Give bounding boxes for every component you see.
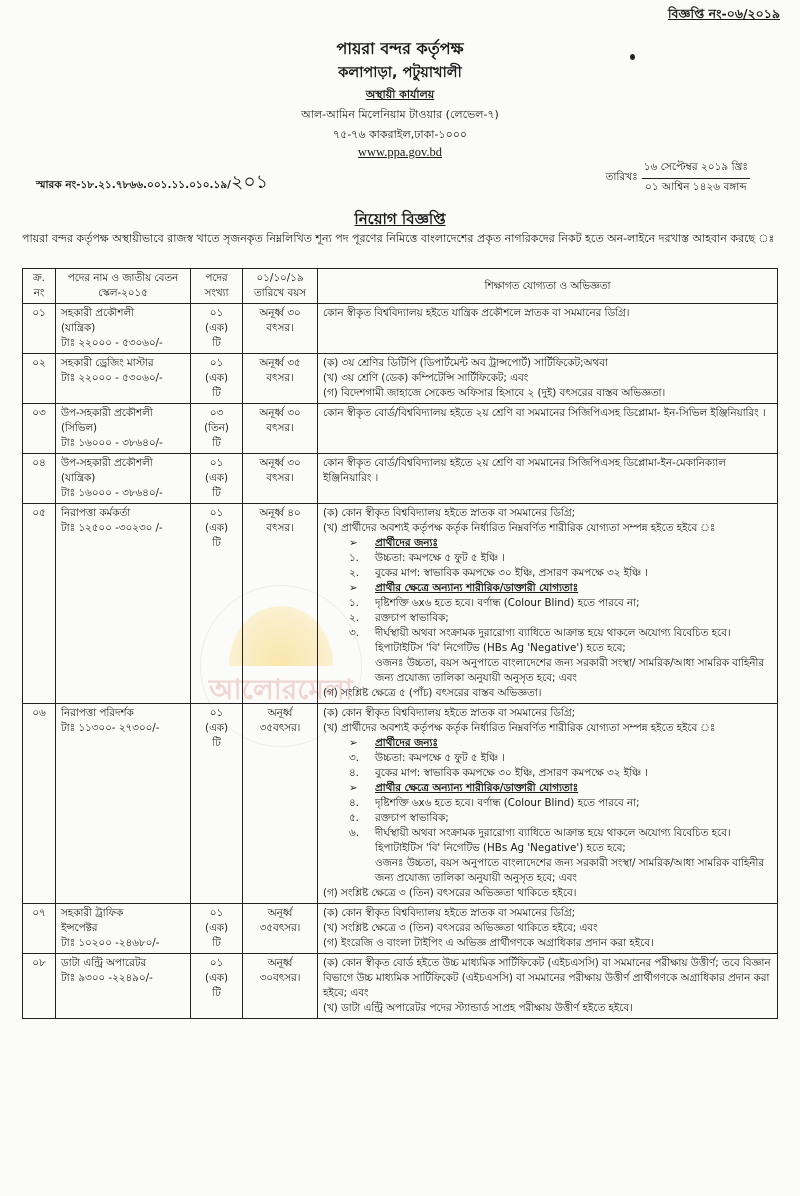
post-name: সহকারী ড্রেজিং মাস্টার xyxy=(61,357,154,369)
count-cell xyxy=(191,454,243,504)
qualification-cell xyxy=(318,904,778,954)
serial-cell: ০১ xyxy=(23,304,56,354)
website-link[interactable]: www.ppa.gov.bd xyxy=(357,145,443,159)
requirement-a: (ক) কোন স্বীকৃত বিশ্ববিদ্যালয় হইতে স্নাতক বা সমমানের ডিগ্রি; xyxy=(323,507,576,519)
post-cell xyxy=(56,504,191,704)
pay-scale: টাঃ ১৬০০০ - ৩৮৬৪০/- xyxy=(61,437,163,449)
height-requirement: উচ্চতা: কমপক্ষে ৫ ফুট ৫ ইঞ্চি । xyxy=(375,752,505,764)
post-cell xyxy=(56,404,191,454)
requirement-b: (খ) প্রার্থীদের অবশ্যই কর্তৃপক্ষ কর্তৃক নির্ধারিত নিম্নবর্ণিত শারীরিক যোগ্যতা সম্পন্ন হইতে হইবে ঃ xyxy=(323,722,716,734)
post-branch: (যান্ত্রিক) xyxy=(61,322,96,334)
arrow-bullet-icon: ➢ xyxy=(349,537,358,549)
post-cell xyxy=(56,954,191,1019)
item-number: ২. xyxy=(349,612,359,624)
requirement-c: (গ) সংশ্লিষ্ট ক্ষেত্রে ৫ (পাঁচ) বৎসরের বাস্তব অভিজ্ঞতা। xyxy=(323,687,542,699)
requirement-line: (খ) ৩য় শ্রেণি (ডেক) কম্পিটেন্সি সার্টিফিকেট; এবং xyxy=(323,372,529,384)
item-number: ৩. xyxy=(349,752,359,764)
age-cell xyxy=(243,304,318,354)
serial-cell: ০৩ xyxy=(23,404,56,454)
table-row xyxy=(23,304,778,354)
serial-cell: ০৫ xyxy=(23,504,56,704)
qualification-cell xyxy=(318,504,778,704)
count-cell xyxy=(191,504,243,704)
requirement-line: (গ) বিদেশগামী জাহাজে সেকেন্ড অফিসার হিসাবে ২ (দুই) বৎসরের বাস্তব অভিজ্ঞতা। xyxy=(323,387,666,399)
age-limit: অনূর্ধ্ব ৩০ xyxy=(259,407,301,419)
serial-cell: ০৬ xyxy=(23,704,56,904)
post-count-unit: টি xyxy=(212,537,221,549)
serial-cell: ০৪ xyxy=(23,454,56,504)
post-name: সহকারী ট্রাফিক xyxy=(61,907,124,919)
header-post-name: পদের নাম ও জাতীয় বেতন স্কেল-২০১৫ xyxy=(56,269,191,304)
requirement-line: কোন স্বীকৃত বোর্ড/বিশ্ববিদ্যালয় হইতে ২য় শ্রেণি বা সমমানের সিজিপিএসহ ডিপ্লোমা- ইন-সিভিল ইঞ্জিনিয়ারিং । xyxy=(323,407,766,419)
post-count-word: (তিন) xyxy=(204,422,229,434)
post-cell xyxy=(56,904,191,954)
memo-number xyxy=(36,168,268,200)
age-unit: ৩০বৎসর। xyxy=(259,972,301,984)
header-serial: ক্র. নং xyxy=(23,269,56,304)
post-cell xyxy=(56,704,191,904)
age-limit: অনূর্ধ্ব ৩০ xyxy=(259,307,301,319)
pay-scale: টাঃ ১০২০০ -২৪৬৮০/- xyxy=(61,937,160,949)
post-cell xyxy=(56,304,191,354)
pay-scale: টাঃ ২২০০০ - ৫৩০৬০/- xyxy=(61,372,163,384)
post-count: ০১ xyxy=(209,707,224,719)
blood-pressure-requirement: রক্তচাপ স্বাভাবিক; xyxy=(375,612,449,624)
post-count: ০১ xyxy=(209,507,224,519)
eyesight-requirement: দৃষ্টিশক্তি ৬x৬ হতে হবে। বর্ণান্ধ (Colour Blind) হতে পারবে না; xyxy=(375,597,640,609)
post-count-word: (এক) xyxy=(204,322,229,334)
item-number: ৩. xyxy=(349,627,359,639)
post-count: ০১ xyxy=(209,907,224,919)
medical-subheading: প্রার্থীর ক্ষেত্রে অন্যান্য শারীরিক/ডাক্তারী যোগ্যতাঃ xyxy=(375,782,579,794)
post-count-unit: টি xyxy=(212,487,221,499)
pay-scale: টাঃ ৯৩০০ -২২৪৯০/- xyxy=(61,972,153,984)
table-row xyxy=(23,954,778,1019)
serial-cell: ০৭ xyxy=(23,904,56,954)
qualification-cell xyxy=(318,704,778,904)
disease-requirement: দীর্ঘস্থায়ী অথবা সংক্রামক দুরারোগ্য ব্যাধিতে আক্রান্ত হয়ে থাকলে অযোগ্য বিবেচিত হবে। হিপাটাইটিস 'বি' নিগেটিভ (HBs Ag 'Negative') হতে হবে; xyxy=(375,827,731,854)
requirement-line: কোন স্বীকৃত বোর্ড/বিশ্ববিদ্যালয় হইতে ২য় শ্রেণি বা সমমানের সিজিপিএসহ ডিপ্লোমা-ইন-মেকানিক্যাল ইঞ্জিনিয়ারিং । xyxy=(323,457,726,484)
age-cell xyxy=(243,704,318,904)
post-count: ০১ xyxy=(209,957,224,969)
blood-pressure-requirement: রক্তচাপ স্বাভাবিক; xyxy=(375,812,449,824)
eyesight-requirement: দৃষ্টিশক্তি ৬x৬ হতে হবে। বর্ণান্ধ (Colour Blind) হতে পারবে না; xyxy=(375,797,640,809)
age-limit: অনূর্ধ্ব ৪০ xyxy=(259,507,301,519)
requirement-line: কোন স্বীকৃত বিশ্ববিদ্যালয় হইতে যান্ত্রিক প্রকৌশলে স্নাতক বা সমমানের ডিগ্রি। xyxy=(323,307,630,319)
post-count-word: (এক) xyxy=(204,472,229,484)
header-qualification: শিক্ষাগত যোগ্যতা ও অভিজ্ঞতা xyxy=(318,269,778,304)
age-unit: ৩৫বৎসর। xyxy=(259,722,301,734)
table-row xyxy=(23,454,778,504)
weight-requirement: ওজনঃ উচ্চতা, বয়স অনুপাতে বাংলাদেশের জন্য সরকারী সংস্থা/ সামরিক/আধা সামরিক বাহিনীর জন্য প্রযোজ্য তালিকা অনুযায়ী অনুসৃত হবে; এবং xyxy=(375,857,764,884)
post-count-unit: টি xyxy=(212,437,221,449)
table-row xyxy=(23,904,778,954)
disease-requirement: দীর্ঘস্থায়ী অথবা সংক্রামক দুরারোগ্য ব্যাধিতে আক্রান্ত হয়ে থাকলে অযোগ্য বিবেচিত হবে। হিপাটাইটিস 'বি' নিগেটিভ (HBs Ag 'Negative') হতে হবে; xyxy=(375,627,731,654)
age-cell xyxy=(243,354,318,404)
item-number: ১. xyxy=(349,597,359,609)
age-limit: অনূর্ধ্ব xyxy=(267,957,293,969)
watermark-text: আলোরমেলা xyxy=(208,673,354,706)
item-number: ১. xyxy=(349,552,359,564)
count-cell xyxy=(191,704,243,904)
qualification-cell xyxy=(318,304,778,354)
post-name: নিরাপত্তা কর্মকর্তা xyxy=(61,507,131,519)
pay-scale: টাঃ ১৬০০০ - ৩৮৬৪০/- xyxy=(61,487,163,499)
age-unit: বৎসর। xyxy=(266,322,294,334)
table-header-row xyxy=(23,269,778,304)
age-limit: অনূর্ধ্ব xyxy=(267,707,293,719)
requirement-line: (খ) সংশ্লিষ্ট ক্ষেত্রে ৩ (তিন) বৎসরের অভিজ্ঞতা থাকিতে হইবে; এবং xyxy=(323,922,598,934)
address: ৭৫-৭৬ কাকরাইল,ঢাকা-১০০০ xyxy=(332,128,468,141)
post-name: উপ-সহকারী প্রকৌশলী xyxy=(61,407,153,419)
requirement-line: (ক) কোন স্বীকৃত বিশ্ববিদ্যালয় হইতে স্নাতক বা সমমানের ডিগ্রি; xyxy=(323,907,576,919)
height-requirement: উচ্চতা: কমপক্ষে ৫ ফুট ৫ ইঞ্চি । xyxy=(375,552,505,564)
table-row xyxy=(23,354,778,404)
age-cell xyxy=(243,954,318,1019)
age-limit: অনূর্ধ্ব ৩০ xyxy=(259,457,301,469)
post-count-unit: টি xyxy=(212,937,221,949)
candidate-subheading: প্রার্থীদের জন্যঃ xyxy=(375,737,438,749)
post-count: ০৩ xyxy=(209,407,224,419)
count-cell xyxy=(191,404,243,454)
qualification-cell xyxy=(318,404,778,454)
post-name: নিরাপত্তা পরিদর্শক xyxy=(61,707,134,719)
organization-name: পায়রা বন্দর কর্তৃপক্ষ xyxy=(336,39,464,58)
item-number: ৪. xyxy=(349,767,359,779)
post-count-word: (এক) xyxy=(204,722,229,734)
memo-prefix: স্মারক নং-১৮.২১.৭৮৬৬.০০১.১১.০১০.১৯/ xyxy=(36,179,232,191)
memo-handwritten: ২০১ xyxy=(231,171,269,193)
count-cell xyxy=(191,304,243,354)
post-count-unit: টি xyxy=(212,337,221,349)
office-label: অস্থায়ী কার্যালয় xyxy=(365,88,435,101)
pay-scale: টাঃ ১১৩০০- ২৭৩০০/- xyxy=(61,722,160,734)
post-branch: (সিভিল) xyxy=(61,422,98,434)
post-count-word: (এক) xyxy=(204,522,229,534)
arrow-bullet-icon: ➢ xyxy=(349,782,358,794)
organization-location: কলাপাড়া, পটুয়াখালী xyxy=(338,65,462,81)
building-name: আল-আমিন মিলেনিয়াম টাওয়ার (লেভেল-৭) xyxy=(301,108,499,121)
post-name: সহকারী প্রকৌশলী xyxy=(61,307,134,319)
post-cell xyxy=(56,354,191,404)
requirement-b: (খ) প্রার্থীদের অবশ্যই কর্তৃপক্ষ কর্তৃক নির্ধারিত নিম্নবর্ণিত শারীরিক যোগ্যতা সম্পন্ন হইতে হইবে ঃ xyxy=(323,522,716,534)
medical-subheading: প্রার্থীর ক্ষেত্রে অন্যান্য শারীরিক/ডাক্তারী যোগ্যতাঃ xyxy=(375,582,579,594)
qualification-cell xyxy=(318,354,778,404)
post-name: ডাটা এন্ট্রি অপারেটর xyxy=(61,957,147,969)
notice-number: বিজ্ঞপ্তি নং-০৬/২০১৯ xyxy=(667,6,780,21)
weight-requirement: ওজনঃ উচ্চতা, বয়স অনুপাতে বাংলাদেশের জন্য সরকারী সংস্থা/ সামরিক/আধা সামরিক বাহিনীর জন্য প্রযোজ্য তালিকা অনুযায়ী অনুসৃত হবে; এবং xyxy=(375,657,764,684)
age-unit: বৎসর। xyxy=(266,472,294,484)
age-cell xyxy=(243,904,318,954)
vacancy-table xyxy=(22,268,778,1019)
requirement-line: (ক) ৩য় শ্রেণির ডিটিপি (ডিপার্টমেন্ট অব ট্রান্সপোর্ট) সার্টিফিকেট;অথবা xyxy=(323,357,608,369)
date-gregorian: ১৬ সেপ্টেম্বর ২০১৯ খ্রিঃ xyxy=(642,160,750,179)
qualification-cell xyxy=(318,954,778,1019)
post-count-unit: টি xyxy=(212,387,221,399)
post-count-word: (এক) xyxy=(204,372,229,384)
chest-requirement: বুকের মাপ: স্বাভাবিক কমপক্ষে ৩০ ইঞ্চি, প্রসারণ কমপক্ষে ৩২ ইঞ্চি । xyxy=(375,567,648,579)
post-branch: ইন্সপেক্টর xyxy=(61,922,98,934)
count-cell xyxy=(191,354,243,404)
table-row xyxy=(23,504,778,704)
date-block xyxy=(606,160,751,197)
post-branch: (যান্ত্রিক) xyxy=(61,472,96,484)
item-number: ৪. xyxy=(349,797,359,809)
post-count-word: (এক) xyxy=(204,922,229,934)
requirement-line: (গ) ইংরেজি ও বাংলা টাইপিং এ অভিজ্ঞ প্রার্থীগণকে অগ্রাধিকার প্রদান করা হইবে। xyxy=(323,937,654,949)
table-row xyxy=(23,404,778,454)
post-count-word: (এক) xyxy=(204,972,229,984)
requirement-line: (খ) ডাটা এন্ট্রি অপারেটর পদের স্ট্যান্ডার্ড সাপ্রহ পরীক্ষায় উত্তীর্ণ হইতে হইবে। xyxy=(323,1002,633,1014)
count-cell xyxy=(191,954,243,1019)
page-title: নিয়োগ বিজ্ঞপ্তি xyxy=(354,210,446,228)
date-bangla: ০১ আশ্বিন ১৪২৬ বঙ্গাব্দ xyxy=(645,181,747,193)
post-name: উপ-সহকারী প্রকৌশলী xyxy=(61,457,153,469)
age-cell xyxy=(243,504,318,704)
post-cell xyxy=(56,454,191,504)
date-fraction xyxy=(642,160,750,197)
qualification-cell xyxy=(318,454,778,504)
post-count: ০১ xyxy=(209,357,224,369)
item-number: ৫. xyxy=(349,812,359,824)
serial-cell: ০২ xyxy=(23,354,56,404)
age-unit: বৎসর। xyxy=(266,372,294,384)
post-count: ০১ xyxy=(209,307,224,319)
requirement-line: (ক) কোন স্বীকৃত বোর্ড হইতে উচ্চ মাধ্যমিক সার্টিফিকেট (এইচএসসি) বা সমমানের পরীক্ষায় উত্তীর্ণ; তবে বিজ্ঞান বিভাগে উচ্চ মাধ্যমিক সার্টিফিকেট (এইচএসসি) বা সমমানের পরীক্ষায় উত্তীর্ণ প্রার্থীগণকে অগ্রাধিকার প্রদান করা হইবে; এবং xyxy=(323,957,771,999)
post-count-unit: টি xyxy=(212,987,221,999)
candidate-subheading: প্রার্থীদের জন্যঃ xyxy=(375,537,438,549)
chest-requirement: বুকের মাপ: স্বাভাবিক কমপক্ষে ৩০ ইঞ্চি, প্রসারণ কমপক্ষে ৩২ ইঞ্চি । xyxy=(375,767,648,779)
serial-cell: ০৮ xyxy=(23,954,56,1019)
requirement-c: (গ) সংশ্লিষ্ট ক্ষেত্রে ৩ (তিন) বৎসরের অভিজ্ঞতা থাকিতে হইবে। xyxy=(323,887,577,899)
age-cell xyxy=(243,454,318,504)
age-unit: বৎসর। xyxy=(266,522,294,534)
pay-scale: টাঃ ১২৫০০ -৩০২৩০ /- xyxy=(61,522,163,534)
item-number: ৬. xyxy=(349,827,359,839)
age-unit: বৎসর। xyxy=(266,422,294,434)
age-unit: ৩৫বৎসর। xyxy=(259,922,301,934)
header-post-count: পদের সংখ্যা xyxy=(191,269,243,304)
count-cell xyxy=(191,904,243,954)
post-count-unit: টি xyxy=(212,737,221,749)
item-number: ২. xyxy=(349,567,359,579)
pay-scale: টাঃ ২২০০০ - ৫৩০৬০/- xyxy=(61,337,163,349)
age-limit: অনূর্ধ্ব ৩৫ xyxy=(259,357,301,369)
requirement-a: (ক) কোন স্বীকৃত বিশ্ববিদ্যালয় হইতে স্নাতক বা সমমানের ডিগ্রি; xyxy=(323,707,576,719)
header-age: ০১/১০/১৯ তারিখে বয়স xyxy=(243,269,318,304)
arrow-bullet-icon: ➢ xyxy=(349,582,358,594)
date-label: তারিখঃ xyxy=(605,171,638,183)
age-limit: অনূর্ধ্ব xyxy=(267,907,293,919)
age-cell xyxy=(243,404,318,454)
table-row xyxy=(23,704,778,904)
arrow-bullet-icon: ➢ xyxy=(349,737,358,749)
post-count: ০১ xyxy=(209,457,224,469)
intro-paragraph: পায়রা বন্দর কর্তৃপক্ষ অস্থায়ীভাবে রাজস্ব খাতে সৃজনকৃত নিম্নলিখিত শূন্য পদ পূরণের নিমিত্তে বাংলাদেশের প্রকৃত নাগরিকদের নিকট হতে অন-লাইনে দরখাস্ত আহবান করছে ঃ xyxy=(22,232,775,245)
